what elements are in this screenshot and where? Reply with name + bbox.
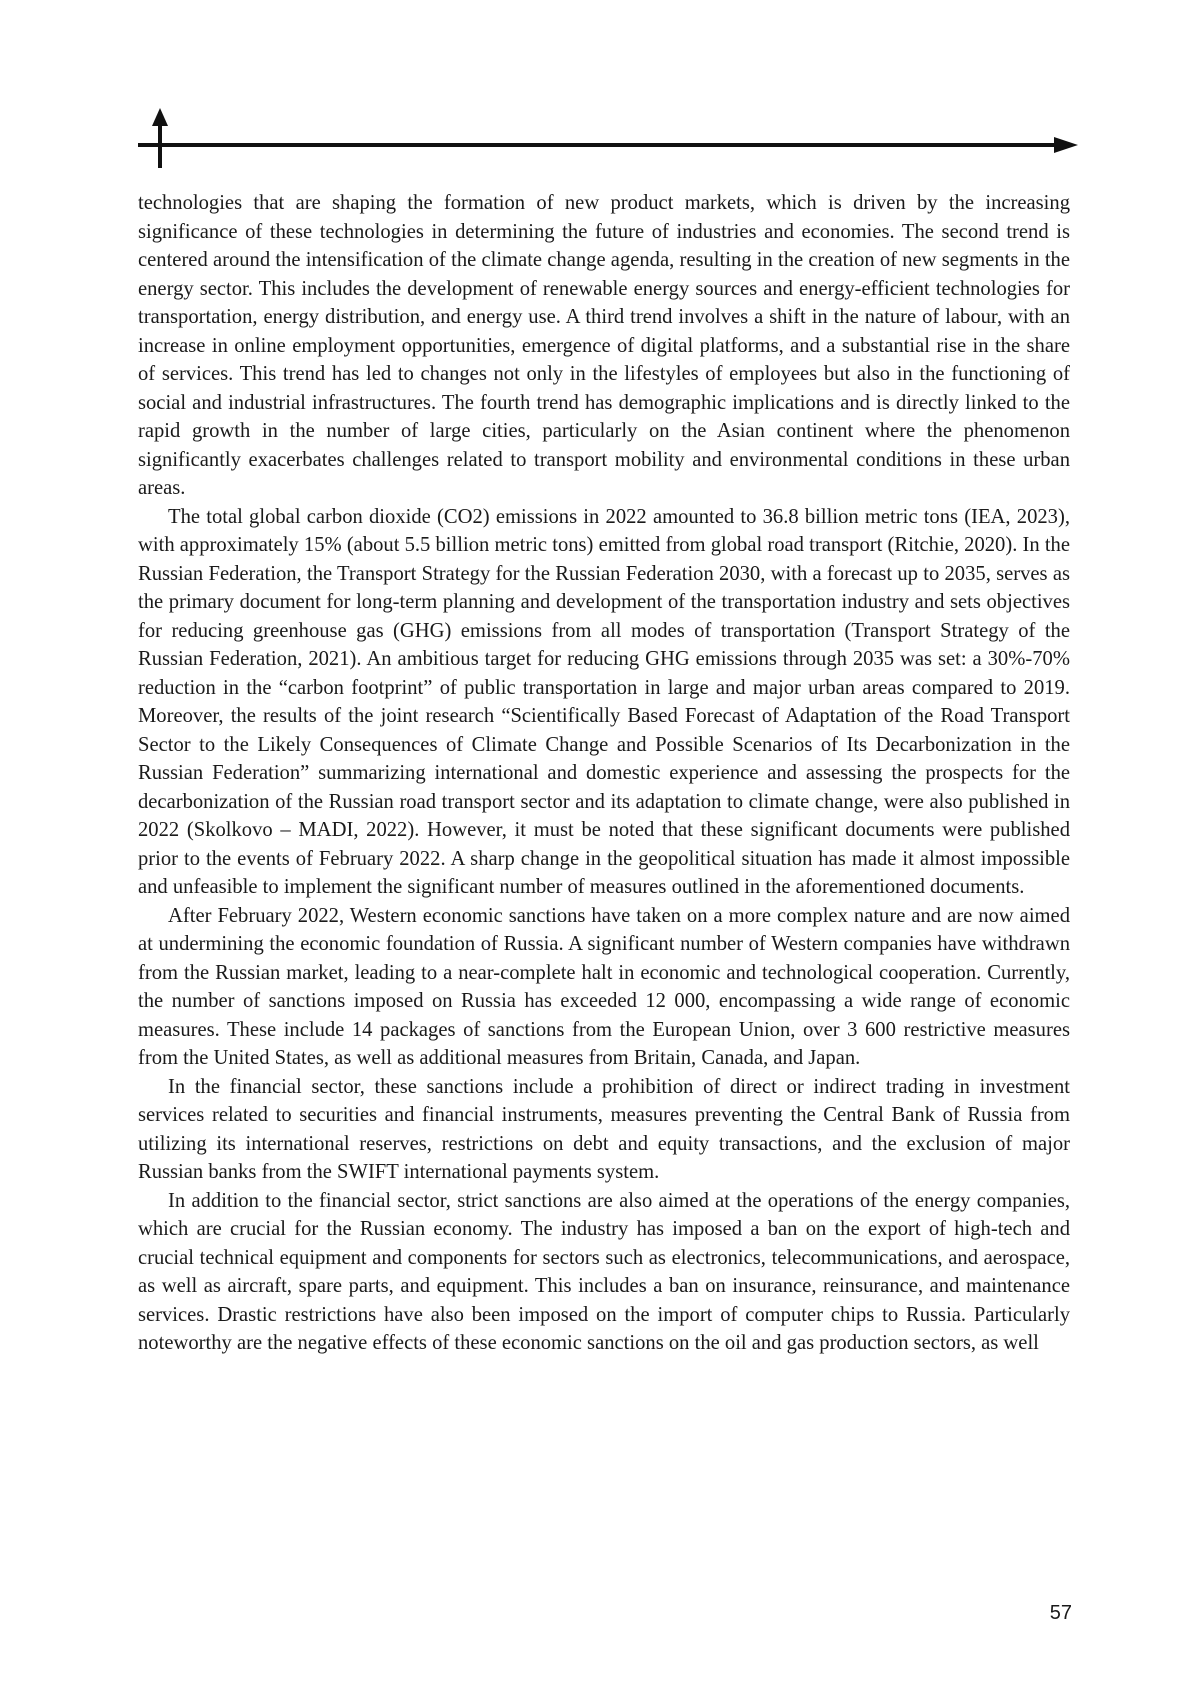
paragraph-1: technologies that are shaping the formation of new product markets, which is driven by the increasing significance of these technologies in determining the future of industries and economies. The second trend is centered around the intensification of the climate change agenda, resulting in the creation of new segments in the energy sector. This includes the development of renewable energy sources and energy-efficient technologies for transportation, energy distribution, and energy use. A third trend involves a shift in the nature of labour, with an increase in online employment opportunities, emergence of digital platforms, and a substantial rise in the share of services. This trend has led to changes not only in the lifestyles of employees but also in the functioning of social and industrial infrastructures. The fourth trend has demographic implications and is directly linked to the rapid growth in the number of large cities, particularly on the Asian continent where the phenomenon significantly exacerbates challenges related to transport mobility and environmental conditions in these urban areas. [138,192,1070,499]
paragraph-5: In addition to the financial sector, strict sanctions are also aimed at the operations of the energy companies, which are crucial for the Russian economy. The industry has imposed a ban on the export of high-tech and crucial technical equipment and components for sectors such as electronics, telecommunications, and aerospace, as well as aircraft, spare parts, and equipment. This includes a ban on insurance, reinsurance, and maintenance services. Drastic restrictions have also been imposed on the import of computer chips to Russia. Particularly noteworthy are the negative effects of these economic sanctions on the oil and gas production sectors, as well [138,1189,1070,1354]
paragraph-3: After February 2022, Western economic sanctions have taken on a more complex nature and are now aimed at undermining the economic foundation of Russia. A significant number of Western companies have withdrawn from the Russian market, leading to a near-complete halt in economic and technological cooperation. Currently, the number of sanctions imposed on Russia has exceeded 12 000, encompassing a wide range of economic measures. These include 14 packages of sanctions from the European Union, over 3 600 restrictive measures from the United States, as well as additional measures from Britain, Canada, and Japan. [138,904,1070,1069]
body-text [138,189,1070,1358]
paragraph-2: The total global carbon dioxide (CO2) emissions in 2022 amounted to 36.8 billion metric tons (IEA, 2023), with approximately 15% (about 5.5 billion metric tons) emitted from global road transport (Ritchie, 2020). In the Russian Federation, the Transport Strategy for the Russian Federation 2030, with a forecast up to 2035, serves as the primary document for long-term planning and development of the transportation industry and sets objectives for reducing greenhouse gas (GHG) emissions from all modes of transportation (Transport Strategy of the Russian Federation, 2021). An ambitious target for reducing GHG emissions through 2035 was set: a 30%-70% reduction in the “carbon footprint” of public transportation in large and major urban areas compared to 2019. Moreover, the results of the joint research “Scientifically Based Forecast of Adaptation of the Road Transport Sector to the Likely Consequences of Climate Change and Possible Scenarios of Its Decarbonization in the Russian Federation” summarizing international and domestic experience and assessing the prospects for the decarbonization of the Russian road transport sector and its adaptation to climate change, were also published in 2022 (Skolkovo – MADI, 2022). However, it must be noted that these significant documents were published prior to the events of February 2022. A sharp change in the geopolitical situation has made it almost impossible and unfeasible to implement the significant number of measures outlined in the aforementioned documents. [138,505,1070,898]
page-number: 57 [1049,1602,1072,1624]
paragraph-4: In the financial sector, these sanctions include a prohibition of direct or indirect trading in investment services related to securities and financial instruments, measures preventing the Central Bank of Russia from utilizing its international reserves, restrictions on debt and equity transactions, and the exclusion of major Russian banks from the SWIFT international payments system. [138,1075,1070,1183]
header-arrow-rule [138,108,1078,168]
